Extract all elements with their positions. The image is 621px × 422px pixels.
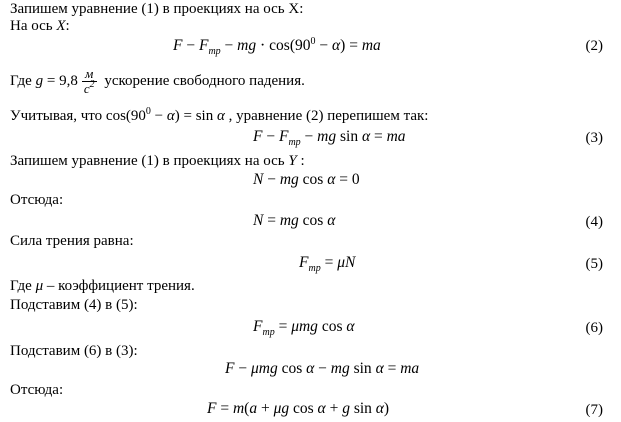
text-line-7: Сила трения равна: [10, 233, 134, 249]
equation-number-4: (4) [585, 214, 603, 230]
equation-number-2: (2) [585, 38, 603, 54]
text-line-5: Запишем уравнение (1) в проекциях на ось Y : [10, 153, 305, 169]
equation-substituted: F − μmg cos α − mg sin α = ma [225, 360, 420, 377]
text-line-2: На ось X: [10, 18, 70, 34]
text-line-10: Подставим (6) в (3): [10, 343, 138, 359]
text-line-6: Отсюда: [10, 192, 64, 208]
equation-5: $F_{тр} = \mu N$ [299, 254, 356, 274]
equation-number-3: (3) [585, 130, 603, 146]
unit-fraction: $\frac{м}{с^2}$ [83, 66, 95, 97]
text-line-4: Учитывая, что $\cos(90^0 - \alpha) = \sin \alpha$ , уравнение (2) перепишем так: [10, 106, 429, 124]
text-line-11: Отсюда: [10, 382, 64, 398]
equation-6: $F_{тр} = \mu mg$ cos α [253, 318, 355, 338]
equation-7: F = m(a + μg cos α + g sin α) [207, 400, 390, 417]
text-line-3: Где g = 9,8 $\frac{м}{с^2}$ ускорение свободного падения. [10, 66, 305, 97]
equation-3: $F - F_{тр}$ − mg sin α = ma [253, 128, 406, 148]
text-line-8: Где μ – коэффициент трения. [10, 278, 195, 294]
equation-number-5: (5) [585, 256, 603, 272]
equation-4: N = mg cos α [253, 212, 336, 229]
equation-number-7: (7) [585, 402, 603, 418]
equation-number-6: (6) [585, 320, 603, 336]
equation-n: N − mg cos α = 0 [253, 171, 360, 188]
text-line-9: Подставим (4) в (5): [10, 297, 138, 313]
equation-2: $F - F_{тр}$ − mg ⋅ $\cos(90^0 - \alpha)$ = ma [173, 36, 381, 57]
text-line-1: Запишем уравнение (1) в проекциях на ось X: [10, 1, 304, 17]
